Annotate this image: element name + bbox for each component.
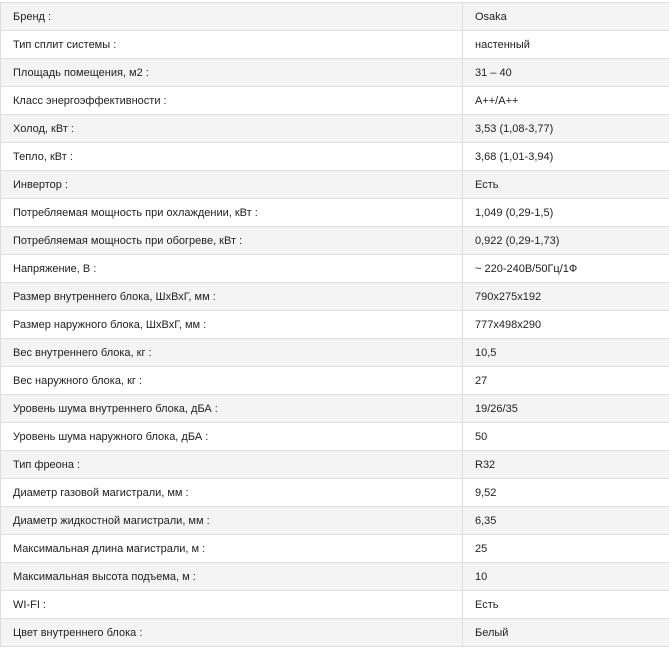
spec-label: Диаметр жидкостной магистрали, мм : [1, 507, 463, 535]
spec-value: 10,5 [463, 339, 669, 367]
spec-value: R32 [463, 451, 669, 479]
spec-label: Максимальная высота подъема, м : [1, 563, 463, 591]
spec-row-indoor-size [1, 283, 669, 311]
spec-value: 1,049 (0,29-1,5) [463, 199, 669, 227]
spec-label: Площадь помещения, м2 : [1, 59, 463, 87]
spec-label: Класс энергоэффективности : [1, 87, 463, 115]
spec-value: 10 [463, 563, 669, 591]
spec-label: Тип фреона : [1, 451, 463, 479]
spec-label: Вес наружного блока, кг : [1, 367, 463, 395]
spec-value: 3,53 (1,08-3,77) [463, 115, 669, 143]
spec-row-voltage [1, 255, 669, 283]
spec-value: 777x498x290 [463, 311, 669, 339]
spec-label: Тип сплит системы : [1, 31, 463, 59]
spec-value: 790x275x192 [463, 283, 669, 311]
spec-value: 0,922 (0,29-1,73) [463, 227, 669, 255]
spec-value: ~ 220-240В/50Гц/1Ф [463, 255, 669, 283]
spec-row-indoor-noise [1, 395, 669, 423]
spec-value: Белый [463, 619, 669, 647]
spec-row-room-area [1, 59, 669, 87]
spec-row-energy-class [1, 87, 669, 115]
spec-label: Потребляемая мощность при обогреве, кВт : [1, 227, 463, 255]
spec-value: 3,68 (1,01-3,94) [463, 143, 669, 171]
spec-row-refrigerant [1, 451, 669, 479]
spec-row-outdoor-weight [1, 367, 669, 395]
spec-row-outdoor-noise [1, 423, 669, 451]
spec-row-gas-pipe [1, 479, 669, 507]
spec-row-max-height [1, 563, 669, 591]
spec-value: 6,35 [463, 507, 669, 535]
spec-value: 19/26/35 [463, 395, 669, 423]
spec-label: Бренд : [1, 3, 463, 31]
spec-value: настенный [463, 31, 669, 59]
spec-row-indoor-weight [1, 339, 669, 367]
spec-row-liquid-pipe [1, 507, 669, 535]
spec-row-power-heating [1, 227, 669, 255]
spec-label: WI-FI : [1, 591, 463, 619]
spec-row-outdoor-size [1, 311, 669, 339]
spec-label: Вес внутреннего блока, кг : [1, 339, 463, 367]
spec-row-cooling [1, 115, 669, 143]
spec-label: Диаметр газовой магистрали, мм : [1, 479, 463, 507]
spec-value: A++/A++ [463, 87, 669, 115]
spec-label: Максимальная длина магистрали, м : [1, 535, 463, 563]
spec-row-power-cooling [1, 199, 669, 227]
spec-row-max-length [1, 535, 669, 563]
spec-row-inverter [1, 171, 669, 199]
spec-value: 31 – 40 [463, 59, 669, 87]
spec-label: Размер наружного блока, ШхВхГ, мм : [1, 311, 463, 339]
spec-label: Уровень шума наружного блока, дБА : [1, 423, 463, 451]
specs-table [0, 2, 669, 647]
spec-label: Холод, кВт : [1, 115, 463, 143]
spec-value: 25 [463, 535, 669, 563]
spec-row-wifi [1, 591, 669, 619]
spec-value: Есть [463, 171, 669, 199]
spec-label: Инвертор : [1, 171, 463, 199]
spec-label: Потребляемая мощность при охлаждении, кВт : [1, 199, 463, 227]
spec-label: Уровень шума внутреннего блока, дБА : [1, 395, 463, 423]
spec-row-indoor-color [1, 619, 669, 647]
spec-row-heating [1, 143, 669, 171]
spec-row-brand [1, 3, 669, 31]
spec-value: Osaka [463, 3, 669, 31]
spec-label: Напряжение, В : [1, 255, 463, 283]
spec-value: 27 [463, 367, 669, 395]
spec-label: Тепло, кВт : [1, 143, 463, 171]
spec-value: Есть [463, 591, 669, 619]
spec-label: Размер внутреннего блока, ШхВхГ, мм : [1, 283, 463, 311]
spec-value: 50 [463, 423, 669, 451]
spec-row-split-type [1, 31, 669, 59]
spec-label: Цвет внутреннего блока : [1, 619, 463, 647]
spec-value: 9,52 [463, 479, 669, 507]
